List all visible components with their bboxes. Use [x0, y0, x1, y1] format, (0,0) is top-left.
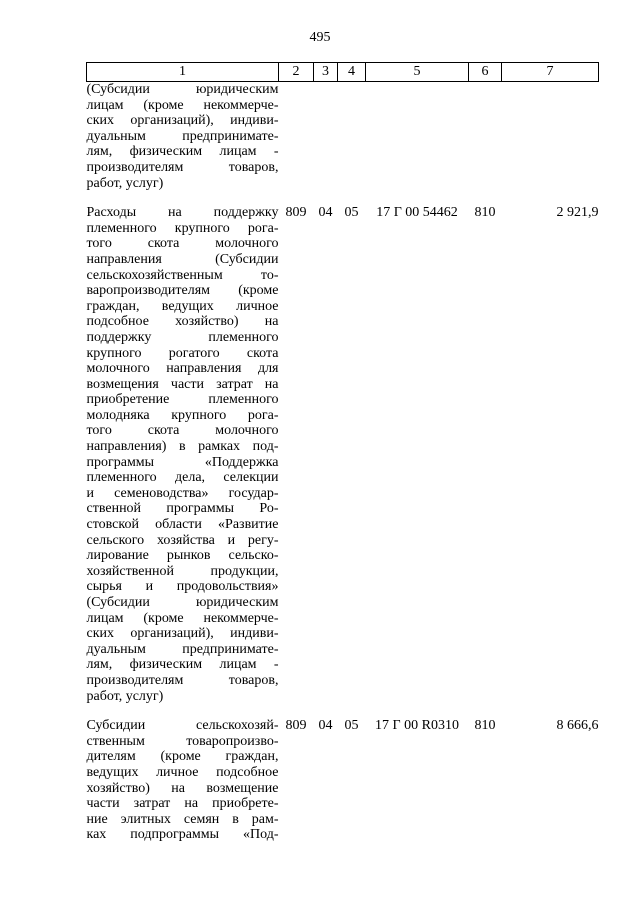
description-line: ние элитных семян в рам- [86, 811, 279, 827]
description-line: Субсидии сельскохозяй- [86, 718, 279, 734]
row-expense-type: 810 [474, 718, 496, 734]
description-line: варопроизводителям (кроме [86, 283, 279, 299]
description-line: приобретение племенного [86, 392, 279, 408]
row-section-code: 04 [318, 205, 333, 221]
description-line: сельскохозяйственным то- [86, 267, 279, 283]
description-line: работ, услуг) [86, 175, 164, 191]
row-amount: 8 666,6 [556, 718, 599, 734]
description-line: сырья и продовольствия» [86, 579, 279, 595]
description-line: части затрат на приобрете- [86, 796, 279, 812]
description-line: того скота молочного [86, 423, 279, 439]
row-expense-type: 810 [474, 205, 496, 221]
description-line: и семеноводства» государ- [86, 485, 279, 501]
row-section-code [314, 82, 338, 192]
header-row [87, 63, 599, 82]
description-line: дуальным предпринимате- [86, 128, 279, 144]
row-subsection-code [338, 82, 366, 192]
description-line: ках подпрограммы «Под- [86, 827, 279, 843]
row-subsection-code: 05 [344, 718, 359, 734]
description-line: молодняка крупного рога- [86, 407, 279, 423]
table-row [87, 704, 599, 843]
description-line: ственным товаропроизво- [86, 733, 279, 749]
description-line: лям, физическим лицам - [86, 657, 279, 673]
row-subsection-code: 05 [344, 205, 359, 221]
row-target-code: 17 Г 00 54462 [376, 205, 458, 221]
budget-table [86, 62, 599, 843]
description-line: работ, услуг) [86, 688, 164, 704]
description-line: молочного направления для [86, 361, 279, 377]
header-col-7: 7 [502, 63, 599, 82]
description-line: подсобное хозяйство) на [86, 314, 279, 330]
description-line: того скота молочного [86, 236, 279, 252]
description-line: лицам (кроме некоммерче- [86, 97, 279, 113]
row-expense-type [469, 82, 502, 192]
row-section-code: 04 [318, 718, 333, 734]
description-line: сельского хозяйства и регу- [86, 532, 279, 548]
description-line: (Субсидии юридическим [86, 595, 279, 610]
description-line: дителям (кроме граждан, [86, 749, 279, 765]
header-col-3: 3 [314, 63, 338, 82]
description-line: ственной программы Ро- [86, 501, 279, 517]
description-line: лицам (кроме некоммерче- [86, 610, 279, 626]
description-line: стовской области «Развитие [86, 517, 279, 533]
description-line: племенного дела, селекции [86, 470, 279, 486]
description-line: хозяйственной продукции, [86, 563, 279, 579]
description-line: ских организаций), индиви- [86, 626, 279, 642]
page-number: 495 [309, 30, 331, 45]
header-col-2: 2 [279, 63, 314, 82]
description-line: программы «Поддержка [86, 454, 279, 470]
table-row [87, 82, 599, 192]
row-description [87, 704, 279, 843]
description-line: ских организаций), индиви- [86, 113, 279, 129]
description-line: производителям товаров, [86, 672, 279, 688]
description-line: производителям товаров, [86, 159, 279, 175]
description-line: (Субсидии юридическим [86, 82, 279, 97]
table-row [87, 191, 599, 704]
row-amount: 2 921,9 [556, 205, 599, 221]
row-description [87, 82, 279, 192]
description-line: племенного крупного рога- [86, 220, 279, 236]
description-line: направления (Субсидии [86, 251, 279, 267]
description-line: граждан, ведущих личное [86, 298, 279, 314]
row-description [87, 191, 279, 704]
header-col-5: 5 [366, 63, 469, 82]
description-line: лям, физическим лицам - [86, 144, 279, 160]
description-line: хозяйство) на возмещение [86, 780, 279, 796]
description-line: дуальным предпринимате- [86, 641, 279, 657]
description-line: ведущих личное подсобное [86, 764, 279, 780]
description-line: Расходы на поддержку [86, 205, 279, 221]
row-target-code: 17 Г 00 R0310 [375, 718, 459, 734]
description-line: крупного рогатого скота [86, 345, 279, 361]
row-target-code [366, 82, 469, 192]
header-col-6: 6 [469, 63, 502, 82]
row-ministry-code: 809 [285, 718, 307, 734]
row-ministry-code: 809 [285, 205, 307, 221]
row-amount [502, 82, 599, 192]
description-line: возмещения части затрат на [86, 376, 279, 392]
header-col-1: 1 [87, 63, 279, 82]
description-line: направления) в рамках под- [86, 439, 279, 455]
row-ministry-code [279, 82, 314, 192]
description-line: поддержку племенного [86, 329, 279, 345]
description-line: лирование рынков сельско- [86, 548, 279, 564]
header-col-4: 4 [338, 63, 366, 82]
table-body [87, 82, 599, 843]
table-header [87, 63, 599, 82]
